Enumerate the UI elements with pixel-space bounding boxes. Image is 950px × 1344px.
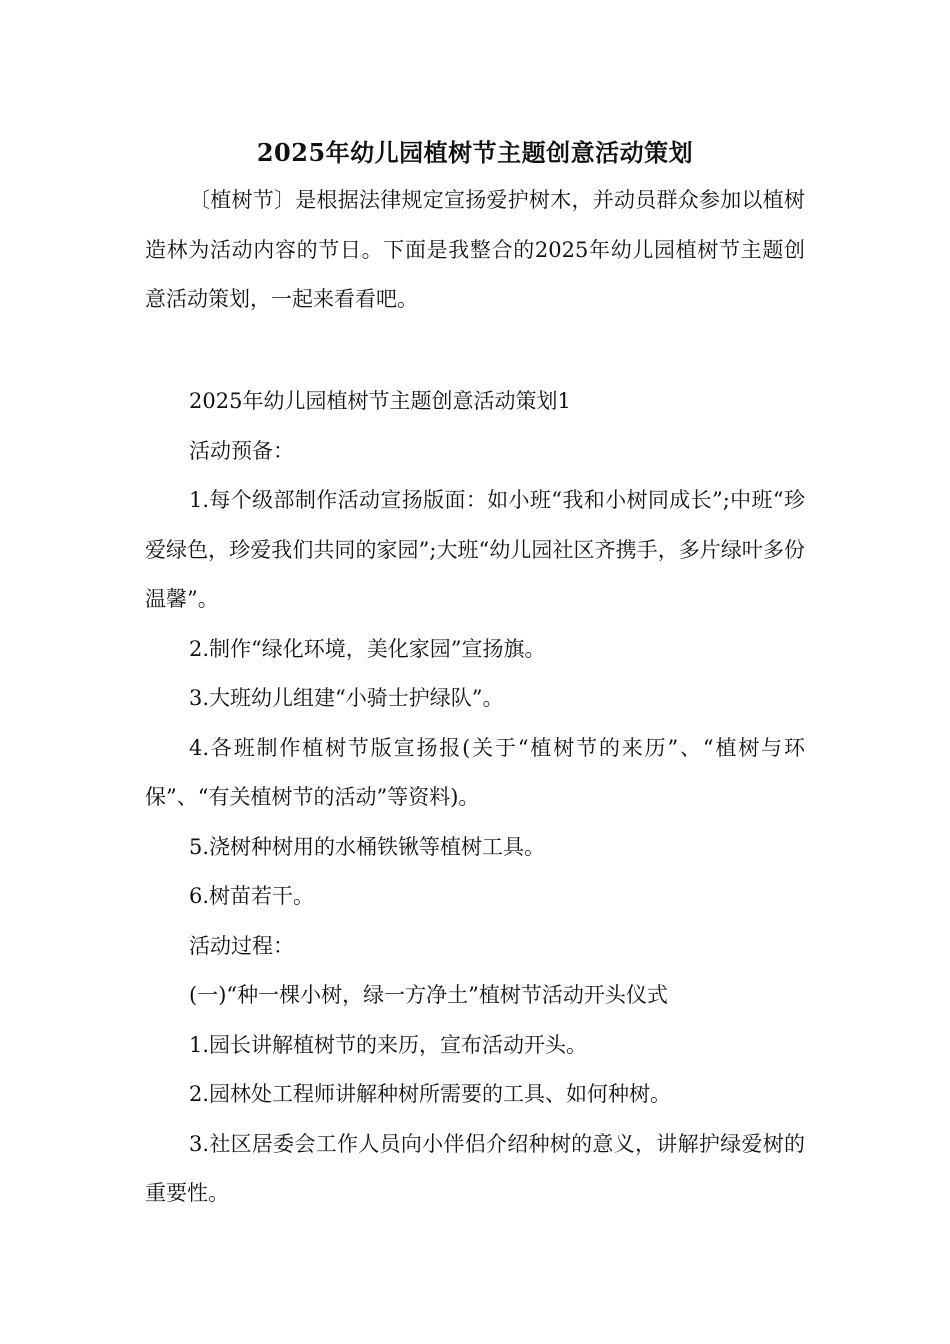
intro-block [145,176,805,325]
prep-item-5: 5.浇树种树用的水桶铁锹等植树工具。 [189,834,546,859]
prep-item-2: 2.制作“绿化环境，美化家园”宣扬旗。 [189,636,546,661]
subheading-process: 活动过程： [189,933,294,958]
intro-paragraph: 〔植树节〕是根据法律规定宣扬爱护树木，并动员群众参加以植树造林为活动内容的节日。下面是我整合的2025年幼儿园植树节主题创意活动策划，一起来看看吧。 [145,188,805,311]
prep-item-1: 1.每个级部制作活动宣扬版面：如小班“我和小树同成长”;中班“珍爱绿色，珍爱我们共同的家园”;大班“幼儿园社区齐携手，多片绿叶多份温馨”。 [145,488,805,611]
process-item-2: 2.园林处工程师讲解种树所需要的工具、如何种树。 [189,1082,672,1106]
process-item-1: 1.园长讲解植树节的来历，宣布活动开头。 [189,1032,588,1057]
subheading-preparation: 活动预备： [189,438,294,463]
content-block [145,377,805,1219]
prep-item-3: 3.大班幼儿组建“小骑士护绿队”。 [189,686,504,710]
section-heading: 2025年幼儿园植树节主题创意活动策划1 [189,389,571,413]
process-section-1: (一)“种一棵小树，绿一方净土”植树节活动开头仪式 [189,983,668,1007]
prep-item-6: 6.树苗若干。 [189,884,315,908]
process-item-3: 3.社区居委会工作人员向小伴侣介绍种树的意义，讲解护绿爱树的重要性。 [145,1131,805,1205]
document-title: 2025年幼儿园植树节主题创意活动策划 [256,138,694,167]
prep-item-4: 4.各班制作植树节版宣扬报(关于“植树节的来历”、“植树与环保”、“有关植树节的活动”等资料)。 [145,735,805,809]
